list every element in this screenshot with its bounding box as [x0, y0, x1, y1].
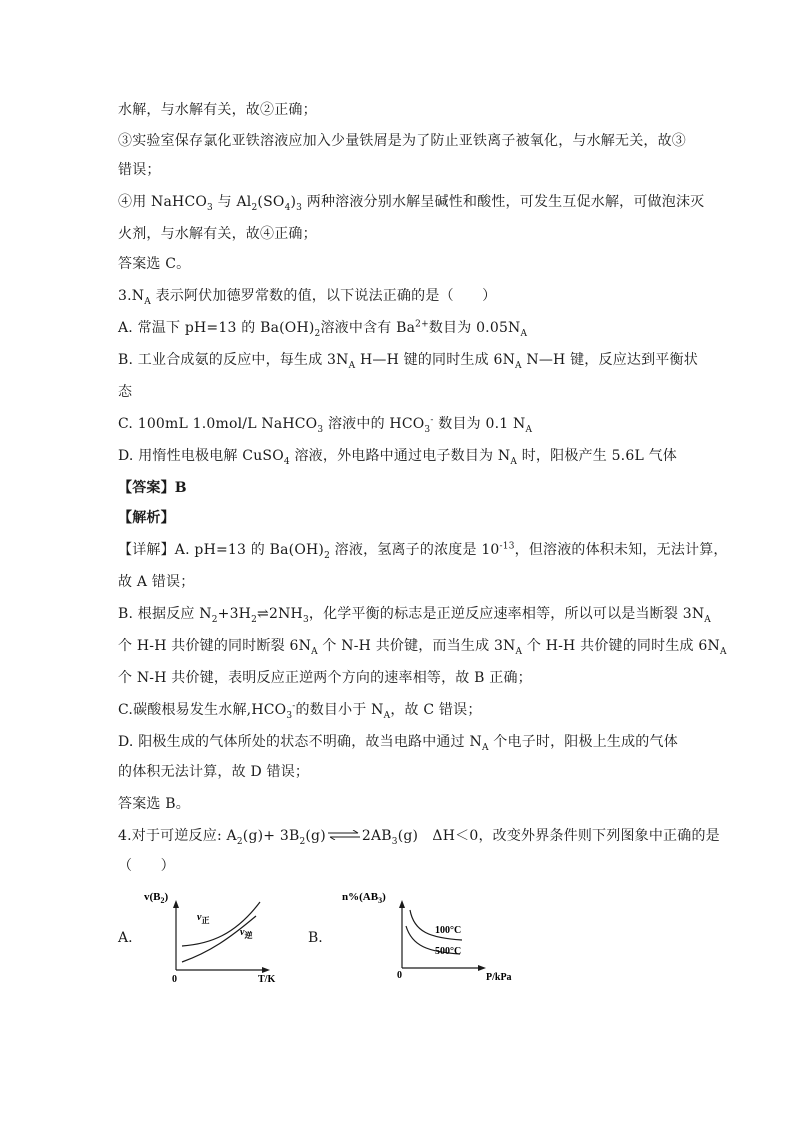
text-line: 火剂，与水解有关，故④正确； [118, 226, 317, 242]
option-d: D. 用惰性电极电解 CuSO$_4$ 溶液，外电路中通过电子数目为 $N_A$ 时，阳极产生 5.6L 气体 [118, 448, 677, 467]
graph-a-curve2-label: $v_逆$ [240, 927, 253, 940]
explain-b: B. 根据反应 $N_2+3H_2\rightleftharpoons 2NH_3$，化学平衡的标志是正逆反应速率相等，所以可以是当断裂 $3N_A$ [118, 606, 711, 625]
graph-b [340, 880, 540, 990]
option-a-label: A. [118, 930, 133, 946]
reversible-arrow-icon [326, 826, 362, 846]
text-line: 错误； [118, 162, 161, 178]
graph-b-y-arrow-icon [399, 900, 405, 908]
explain-b-cont: 个 H-H 共价键的同时断裂 $6N_A$ 个 N-H 共价键，而当生成 $3N_A$ 个 H-H 共价键的同时生成 $6N_A$ [118, 638, 727, 657]
graph-b-x-arrow-icon [478, 965, 486, 971]
explain-d-cont: 的体积无法计算，故 D 错误； [118, 764, 310, 780]
explain-d: D. 阳极生成的气体所处的状态不明确，故当电路中通过 $N_A$ 个电子时，阳极上生成的气体 [118, 734, 678, 753]
graph-b-curve2-label: 500°C [435, 946, 462, 957]
graph-b-xlabel: P/kPa [486, 972, 512, 983]
graph-b-ylabel: $n\%(AB_3)$ [342, 891, 386, 905]
text-line: ③实验室保存氯化亚铁溶液应加入少量铁屑是为了防止亚铁离子被氧化，与水解无关，故③ [118, 133, 686, 149]
answer-heading: 【答案】B [118, 480, 187, 496]
option-a: A. 常温下 pH=13 的 $Ba(OH)_2$溶液中含有 $Ba^{2+}$数目为 $0.05N_A$ [118, 319, 528, 339]
graph-a-origin: 0 [172, 974, 177, 985]
question-3-stem: $3.N_A$ 表示阿伏加德罗常数的值，以下说法正确的是（ ） [118, 288, 497, 307]
graph-a-ylabel: $v(B_2)$ [144, 891, 169, 905]
graph-a-xlabel: T/K [258, 974, 276, 985]
graph-a [140, 880, 300, 990]
explain-a-cont: 故 A 错误； [118, 574, 195, 590]
analysis-heading: 【解析】 [118, 510, 175, 526]
explain-b-cont: 个 N-H 共价键，表明反应正逆两个方向的速率相等，故 B 正确； [118, 670, 532, 686]
option-b: B. 工业合成氨的反应中，每生成 $3N_A$ H—H 键的同时生成 $6N_A$ N—H 键，反应达到平衡状 [118, 352, 698, 371]
option-b-label: B. [308, 930, 323, 946]
explain-c: C.碳酸根易发生水解$,HCO_3^-$的数目小于 $N_A$，故 C 错误； [118, 701, 482, 721]
text-line: 水解，与水解有关，故②正确； [118, 102, 317, 118]
option-b-cont: 态 [118, 384, 133, 400]
text-line: ④用 NaHCO$_3$ 与 $Al_2(SO_4)_3$ 两种溶液分别水解呈碱性和酸性，可发生互促水解，可做泡沫灭 [118, 194, 705, 213]
question-4-stem: 4.对于可逆反应: $A_2(g)+ 3B_2(g)$ $2AB_3(g)$ ΔH＜0，改变外界条件则下列图象中正确的是 [118, 828, 720, 847]
graph-a-y-arrow-icon [173, 900, 179, 908]
option-c: C. 100mL 1.0mol/L NaHCO$_3$ 溶液中的 $HCO_3^-$ 数目为 0.1 $N_A$ [118, 415, 533, 435]
graph-a-curve1-label: $v_正$ [197, 912, 210, 925]
graph-b-curve1-label: 100°C [435, 925, 462, 936]
explain-a: 【详解】A. pH=13 的 $Ba(OH)_2$ 溶液，氢离子的浓度是 $10^{-13}$，但溶液的体积未知，无法计算， [118, 541, 728, 561]
graph-b-origin: 0 [397, 970, 402, 981]
text-line: 答案选 C。 [118, 256, 191, 272]
final-answer: 答案选 B。 [118, 796, 190, 812]
graph-a-x-arrow-icon [262, 967, 270, 973]
question-4-stem-cont: （ ） [118, 858, 175, 874]
